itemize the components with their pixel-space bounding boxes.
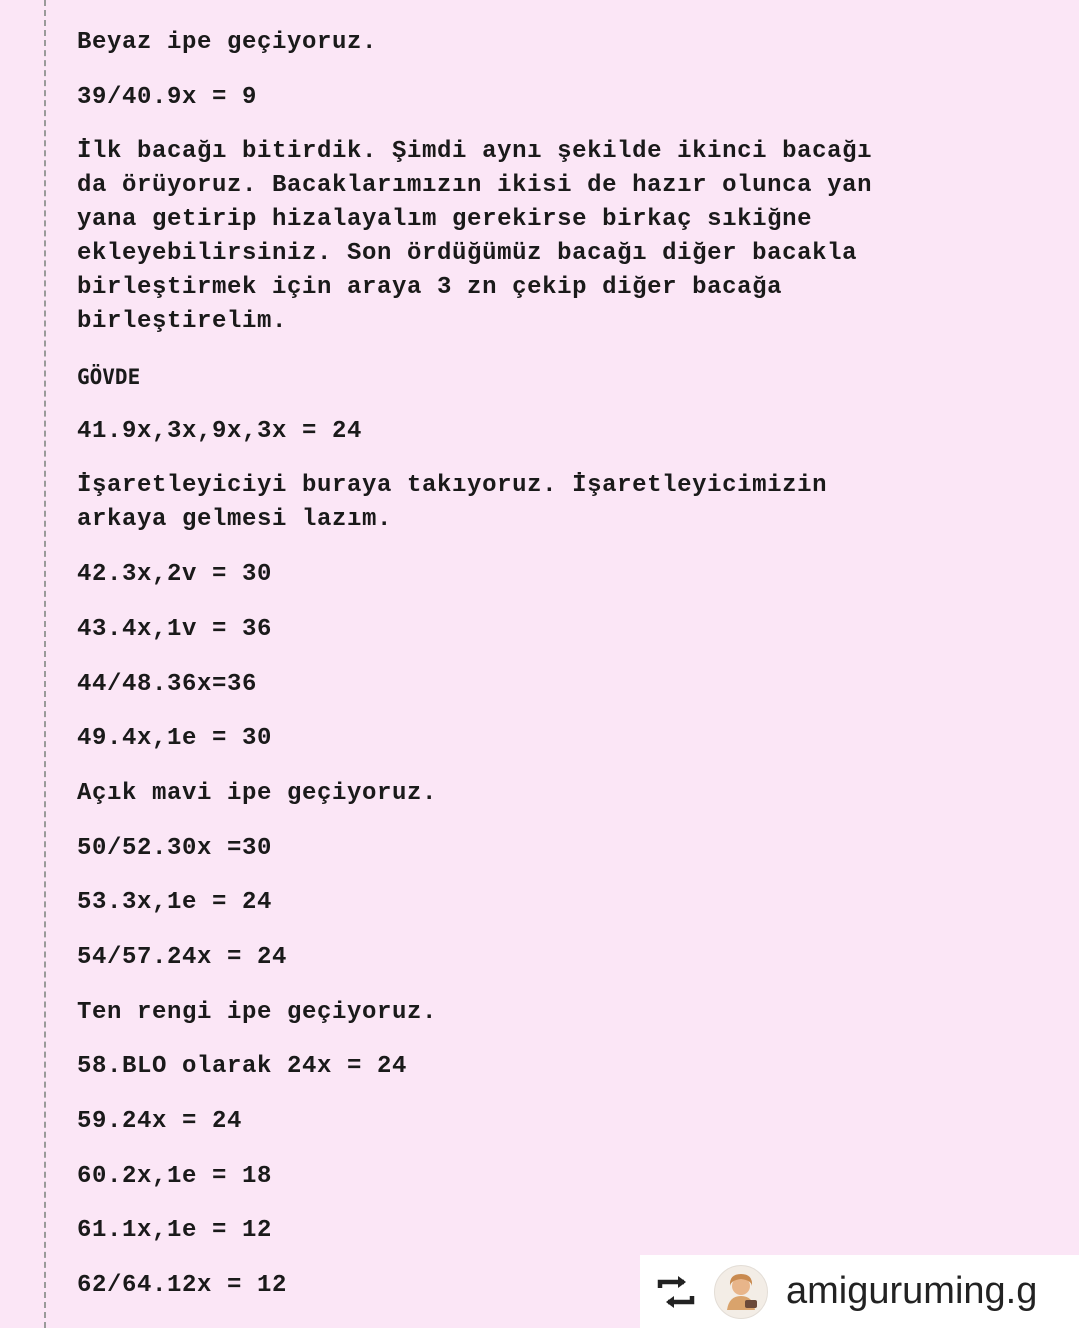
instruction-line: Ten rengi ipe geçiyoruz. bbox=[77, 998, 438, 1026]
repost-icon[interactable] bbox=[654, 1274, 698, 1310]
round-line: 54/57.24x = 24 bbox=[77, 943, 288, 971]
round-line: 49.4x,1e = 30 bbox=[77, 725, 273, 753]
paragraph-line: ekleyebilirsiniz. Son ördüğümüz bacağı diğer bacakla bbox=[77, 240, 858, 268]
round-line: 58.BLO olarak 24x = 24 bbox=[77, 1053, 408, 1081]
instruction-line: Beyaz ipe geçiyoruz. bbox=[77, 29, 378, 56]
instruction-paragraph bbox=[77, 135, 1037, 339]
paragraph-line: yana getirip hizalayalım gerekirse birkaç sıkiğne bbox=[77, 206, 813, 234]
round-line: 60.2x,1e = 18 bbox=[77, 1162, 273, 1190]
paragraph-line: İlk bacağı bitirdik. Şimdi aynı şekilde ikinci bacağı bbox=[77, 138, 873, 166]
instruction-line: Açık mavi ipe geçiyoruz. bbox=[77, 779, 438, 807]
paragraph-line: da örüyoruz. Bacaklarımızın ikisi de hazır olunca yan bbox=[77, 172, 873, 200]
margin-line bbox=[44, 0, 46, 1328]
instruction-paragraph bbox=[77, 469, 1037, 537]
repost-username[interactable]: amiguruming.g bbox=[786, 1270, 1038, 1312]
repost-badge[interactable] bbox=[640, 1255, 1079, 1328]
avatar-icon[interactable] bbox=[714, 1265, 768, 1319]
round-line: 50/52.30x =30 bbox=[77, 834, 273, 862]
paragraph-line: arkaya gelmesi lazım. bbox=[77, 506, 393, 534]
round-line: 39/40.9x = 9 bbox=[77, 83, 258, 111]
section-heading: GÖVDE bbox=[77, 365, 141, 390]
round-line: 53.3x,1e = 24 bbox=[77, 889, 273, 917]
round-line: 41.9x,3x,9x,3x = 24 bbox=[77, 417, 363, 445]
round-line: 44/48.36x=36 bbox=[77, 670, 258, 698]
round-line: 61.1x,1e = 12 bbox=[77, 1217, 273, 1245]
round-line: 62/64.12x = 12 bbox=[77, 1272, 288, 1300]
paragraph-line: birleştirmek için araya 3 zn çekip diğer bacağa bbox=[77, 274, 783, 302]
round-line: 43.4x,1v = 36 bbox=[77, 615, 273, 643]
paragraph-line: İşaretleyiciyi buraya takıyoruz. İşaretleyicimizin bbox=[77, 472, 828, 500]
round-line: 42.3x,2v = 30 bbox=[77, 561, 273, 589]
round-line: 59.24x = 24 bbox=[77, 1108, 243, 1135]
document-body bbox=[77, 26, 1037, 1324]
paragraph-line: birleştirelim. bbox=[77, 308, 288, 336]
